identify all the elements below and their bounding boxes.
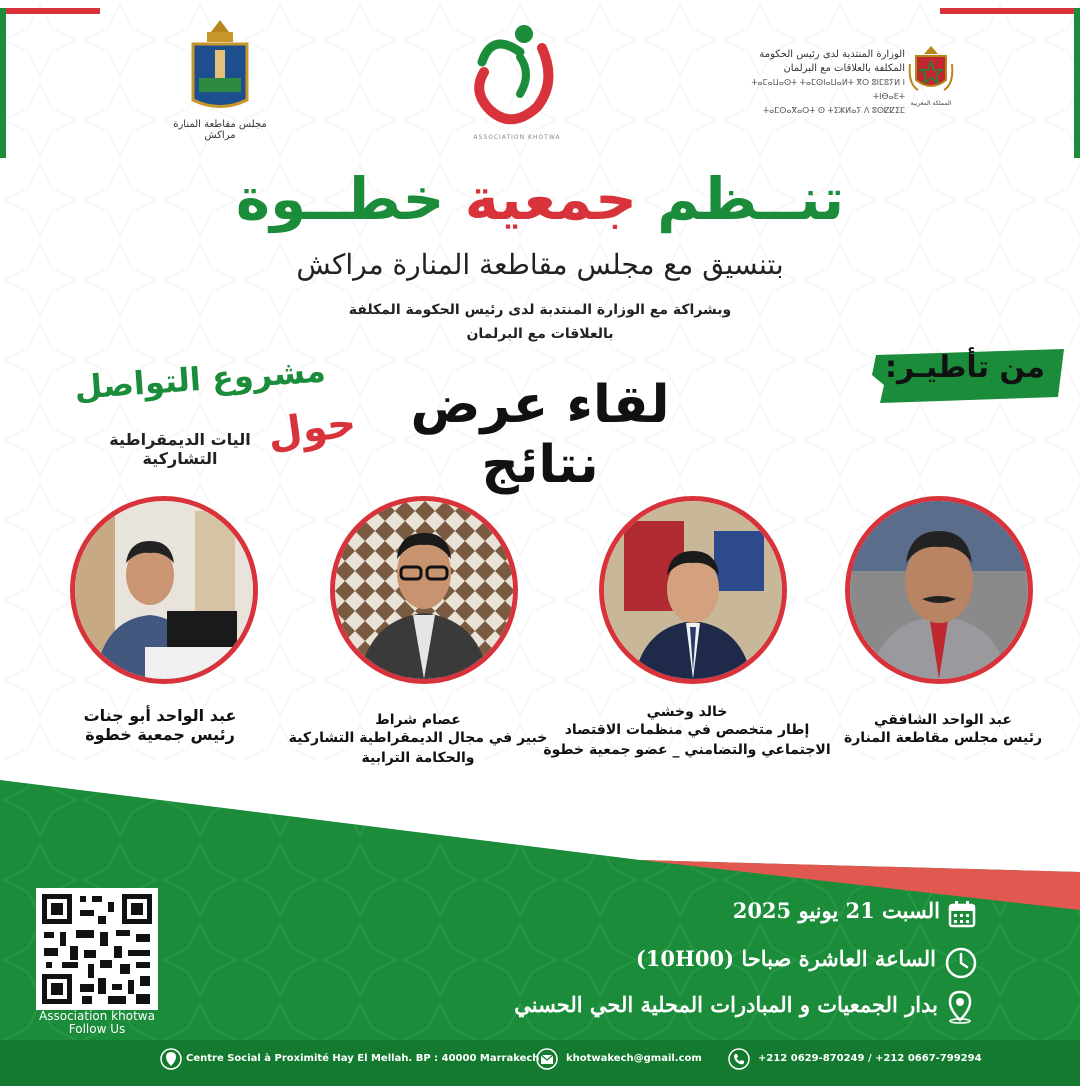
partnership-line-1: وبشراكة مع الوزارة المنتدبة لدى رئيس الحكومة المكلفة [348, 302, 732, 318]
corner-accent-left [0, 8, 120, 158]
location-pin-icon [160, 1048, 182, 1070]
qr-caption-line-2: Follow Us [68, 1022, 126, 1036]
speaker-2-name: خالد وخشي [646, 704, 728, 720]
speaker-1-info [830, 712, 1056, 748]
qr-code[interactable] [36, 888, 158, 1010]
moroccan-emblem [906, 44, 956, 114]
speaker-photo-2 [599, 496, 787, 684]
footer-address-text: Centre Social à Proximité Hay El Mellah. BP : 40000 Marrakech [186, 1053, 540, 1064]
main-title [180, 164, 900, 234]
district-council-logo [160, 18, 280, 141]
footer-email-text[interactable]: khotwakech@gmail.com [566, 1053, 702, 1064]
speaker-4-role: رئيس جمعية خطوة [85, 725, 235, 744]
khotwa-logo [462, 12, 572, 142]
corner-accent-right [940, 8, 1080, 158]
footer-phone[interactable] [728, 1048, 982, 1072]
speaker-1-role: رئيس مجلس مقاطعة المنارة [843, 730, 1043, 746]
speaker-3-role-1: خبير في مجال الديمقراطية التشاركية [288, 730, 548, 746]
calendar-icon [948, 900, 976, 928]
speaker-2-role-2: الاجتماعي والتضامني _ عضو جمعية خطوة [543, 742, 831, 758]
emblem-caption: المملكة المغربية [910, 100, 952, 107]
event-date: السبت 21 يونيو 2025 [732, 898, 940, 923]
district-logo-caption: مجلس مقاطعة المنارة مراكش [173, 119, 267, 141]
place-row [500, 988, 978, 1024]
ministry-tifinagh-1: ⵜⴰⵎⴰⵡⴰⵙⵜ ⵜⴰⵎⵙⵏⴰⵡⴰⵍⵜ ⴳⵔ ⵓⵏⵎⵓⵢⵍ ⵏ ⵜⵏⴱⴰⴹⵜ [751, 78, 905, 101]
title-word-khotwa: خطــوة [235, 165, 445, 233]
event-time: الساعة العاشرة صباحا (10H00) [635, 946, 936, 971]
speaker-1-name: عبد الواحد الشافقي [874, 712, 1012, 728]
event-title: لقاء عرض نتائج [410, 375, 670, 495]
ministry-line2: المكلفة بالعلاقات مع البرلمان [783, 63, 905, 74]
about-word: حول [264, 399, 359, 458]
moderation-tag: من تأطيـر: [885, 350, 1045, 385]
speaker-photo-4 [70, 496, 258, 684]
email-icon [536, 1048, 558, 1070]
phone-icon [728, 1048, 750, 1070]
ministry-text [735, 48, 905, 118]
title-word-association: جمعية [464, 165, 637, 233]
partnership-line-2: بالعلاقات مع البرلمان [466, 326, 614, 342]
event-place: بدار الجمعيات و المبادرات المحلية الحي الحسني [514, 992, 938, 1017]
qr-caption [30, 1010, 164, 1036]
ministry-tifinagh-2: ⵜⴰⵎⵙⴰⴳⴰⵔⵜ ⵙ ⵜⵉⵣⵍⴰⵢ ⴷ ⵓⵙⵇⵇⵉⵎ [762, 106, 905, 115]
khotwa-logo-caption: ASSOCIATION KHOTWA [473, 134, 561, 141]
location-pin-icon [946, 990, 974, 1024]
speaker-4-name: عبد الواحد أبو جنات [83, 706, 237, 725]
footer-phone-text[interactable]: +212 0629-870249 / +212 0667-799294 [758, 1053, 982, 1064]
ministry-line1: الوزارة المنتدبة لدى رئيس الحكومة [759, 49, 905, 60]
footer-email[interactable] [536, 1048, 726, 1072]
clock-icon [944, 946, 978, 980]
footer-address [160, 1048, 540, 1072]
project-subtitle: اليات الديمقراطية التشاركية [109, 430, 251, 468]
speaker-3-role-2: والحكامة الترابية [361, 750, 475, 766]
speaker-photo-3 [330, 496, 518, 684]
speaker-2-info [542, 704, 832, 760]
speaker-4-info [60, 706, 260, 744]
speaker-photo-1 [845, 496, 1033, 684]
time-row [635, 944, 978, 980]
project-name: مشروع التواصل [73, 351, 327, 407]
date-row [732, 898, 976, 932]
speaker-2-role-1: إطار متخصص في منظمات الاقتصاد [564, 722, 810, 738]
speaker-3-name: عصام شراط [375, 712, 461, 728]
qr-caption-line-1: Association khotwa [39, 1009, 155, 1023]
coordination-subtitle: بتنسيق مع مجلس مقاطعة المنارة مراكش [296, 248, 784, 281]
title-word-organizes: تنــظم [657, 165, 845, 233]
